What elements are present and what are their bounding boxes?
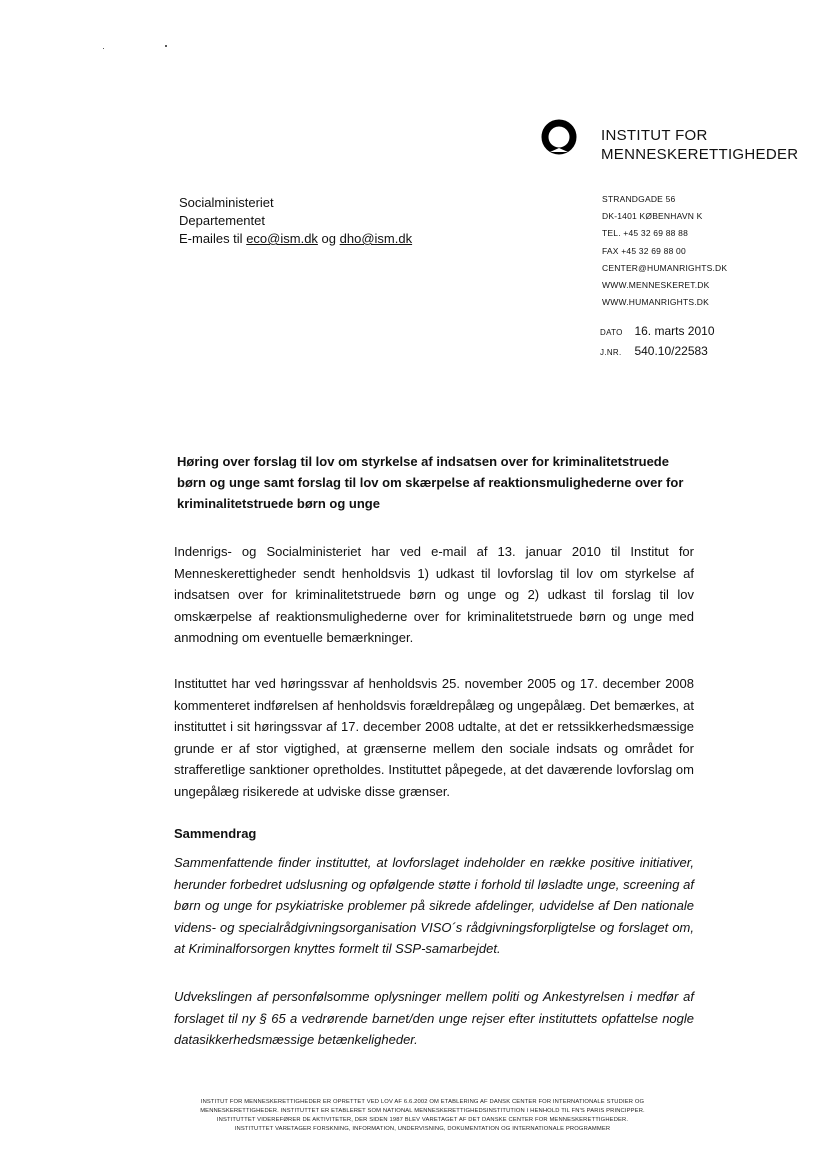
contact-street: STRANDGADE 56 [602,194,676,204]
logo-ring-icon [541,119,577,155]
recipient-name: Socialministeriet [179,195,274,210]
contact-web-humanrights: WWW.HUMANRIGHTS.DK [602,297,710,308]
logo-line-2: MENNESKERETTIGHEDER [601,146,799,163]
jnr-value: 540.10/22583 [634,344,708,358]
recipient-block [179,194,412,248]
date-label: DATO [600,328,623,337]
scan-speck [103,48,104,49]
recipient-emails [179,230,412,248]
contact-tel: TEL. +45 32 69 88 88 [602,228,688,239]
email-link-dho[interactable]: dho@ism.dk [339,231,413,246]
paragraph-data-exchange: Udvekslingen af personfølsomme oplysninger mellem politi og Ankestyrelsen i medfør af forslaget til ny § 65 a vedrørende barnet/den unge rejser efter instituttets opfattelse nogle datasikkerhedsmæssige betænkeligheder. [174,989,694,1047]
document-meta [600,322,715,362]
contact-email: CENTER@HUMANRIGHTS.DK [602,262,728,273]
email-joiner: og [321,231,337,246]
logo-text [601,126,798,164]
jnr-row [600,342,715,362]
email-link-eco[interactable]: eco@ism.dk [246,231,318,246]
footer-line-2: MENNESKERETTIGHEDER. INSTITUTTET ER ETABLERET SOM NATIONAL MENNESKERETTIGHEDSINSTITUTION I HENHOLD TIL FN'S PARIS PRINCIPPER. [200,1108,645,1114]
date-value: 16. marts 2010 [634,324,715,338]
email-prefix: E-mailes til [179,231,243,246]
jnr-label: J.NR. [600,348,622,357]
scan-speck [165,45,167,47]
paragraph-background: Instituttet har ved høringssvar af henholdsvis 25. november 2005 og 17. december 2008 kommenteret indførelsen af henholdsvis forældrepålæg og ungepålæg. Det bemærkes, at instituttet i sit høringssvar af 17. december 2008 udtalte, at det er retssikkerhedsmæssige grunde er af stor vigtighed, at grænserne mellem den sociale indsats og området for strafferetlige sanktioner opretholdes. Instituttet påpegede, at det daværende lovforslag om ungepålæg risikerede at udviske disse grænser. [174,676,694,799]
footer-line-3: INSTITUTTET VIDEREFØRER DE AKTIVITETER, DER SIDEN 1987 BLEV VARETAGET AF DET DANSKE CENTER FOR MENNESKERETTIGHEDER. [216,1117,629,1123]
footer-line-1: INSTITUT FOR MENNESKERETTIGHEDER ER OPRETTET VED LOV AF 6.6.2002 OM ETABLERING AF DANSK CENTER FOR INTERNATIONALE STUDIER OG [200,1099,645,1105]
contact-block [602,191,727,311]
document-title: Høring over forslag til lov om styrkelse af indsatsen over for kriminalitetstruede børn og unge samt forslag til lov om skærpelse af reaktionsmulighederne over for kriminalitetstruede børn og unge [177,454,684,511]
recipient-department: Departementet [179,213,265,228]
contact-fax: FAX +45 32 69 88 00 [602,245,686,256]
contact-city: DK-1401 KØBENHAVN K [602,211,703,222]
logo-line-1: INSTITUT FOR [601,127,708,144]
summary-heading: Sammendrag [174,826,257,841]
paragraph-intro: Indenrigs- og Socialministeriet har ved e-mail af 13. januar 2010 til Institut for Menneskerettigheder sendt henholdsvis 1) udkast til lovforslag til lov om styrkelse af indsatsen over for kriminalitetstruede børn og unge og 2) udkast til forslag til lov omskærpelse af reaktionsmulighederne over for kriminalitetstruede børn og unge med anmodning om eventuelle bemærkninger. [174,544,694,645]
contact-web-menneskeret: WWW.MENNESKERET.DK [602,280,710,291]
footer-legal [170,1098,675,1134]
footer-line-4: INSTITUTTET VARETAGER FORSKNING, INFORMATION, UNDERVISNING, DOKUMENTATION OG INTERNATIONALE PROGRAMMER [234,1126,611,1132]
date-row [600,322,715,342]
paragraph-summary: Sammenfattende finder instituttet, at lovforslaget indeholder en række positive initiativer, herunder forbedret udslusning og opfølgende støtte i forhold til løsladte unge, screening af børn og unge for psykiatriske problemer på sikrede afdelinger, udvidelse af Den nationale videns- og specialrådgivningsorganisation VISO´s rådgivningsforpligtelse og forslaget om, at Kriminalforsorgen knyttes formelt til SSP-samarbejdet. [174,855,694,956]
